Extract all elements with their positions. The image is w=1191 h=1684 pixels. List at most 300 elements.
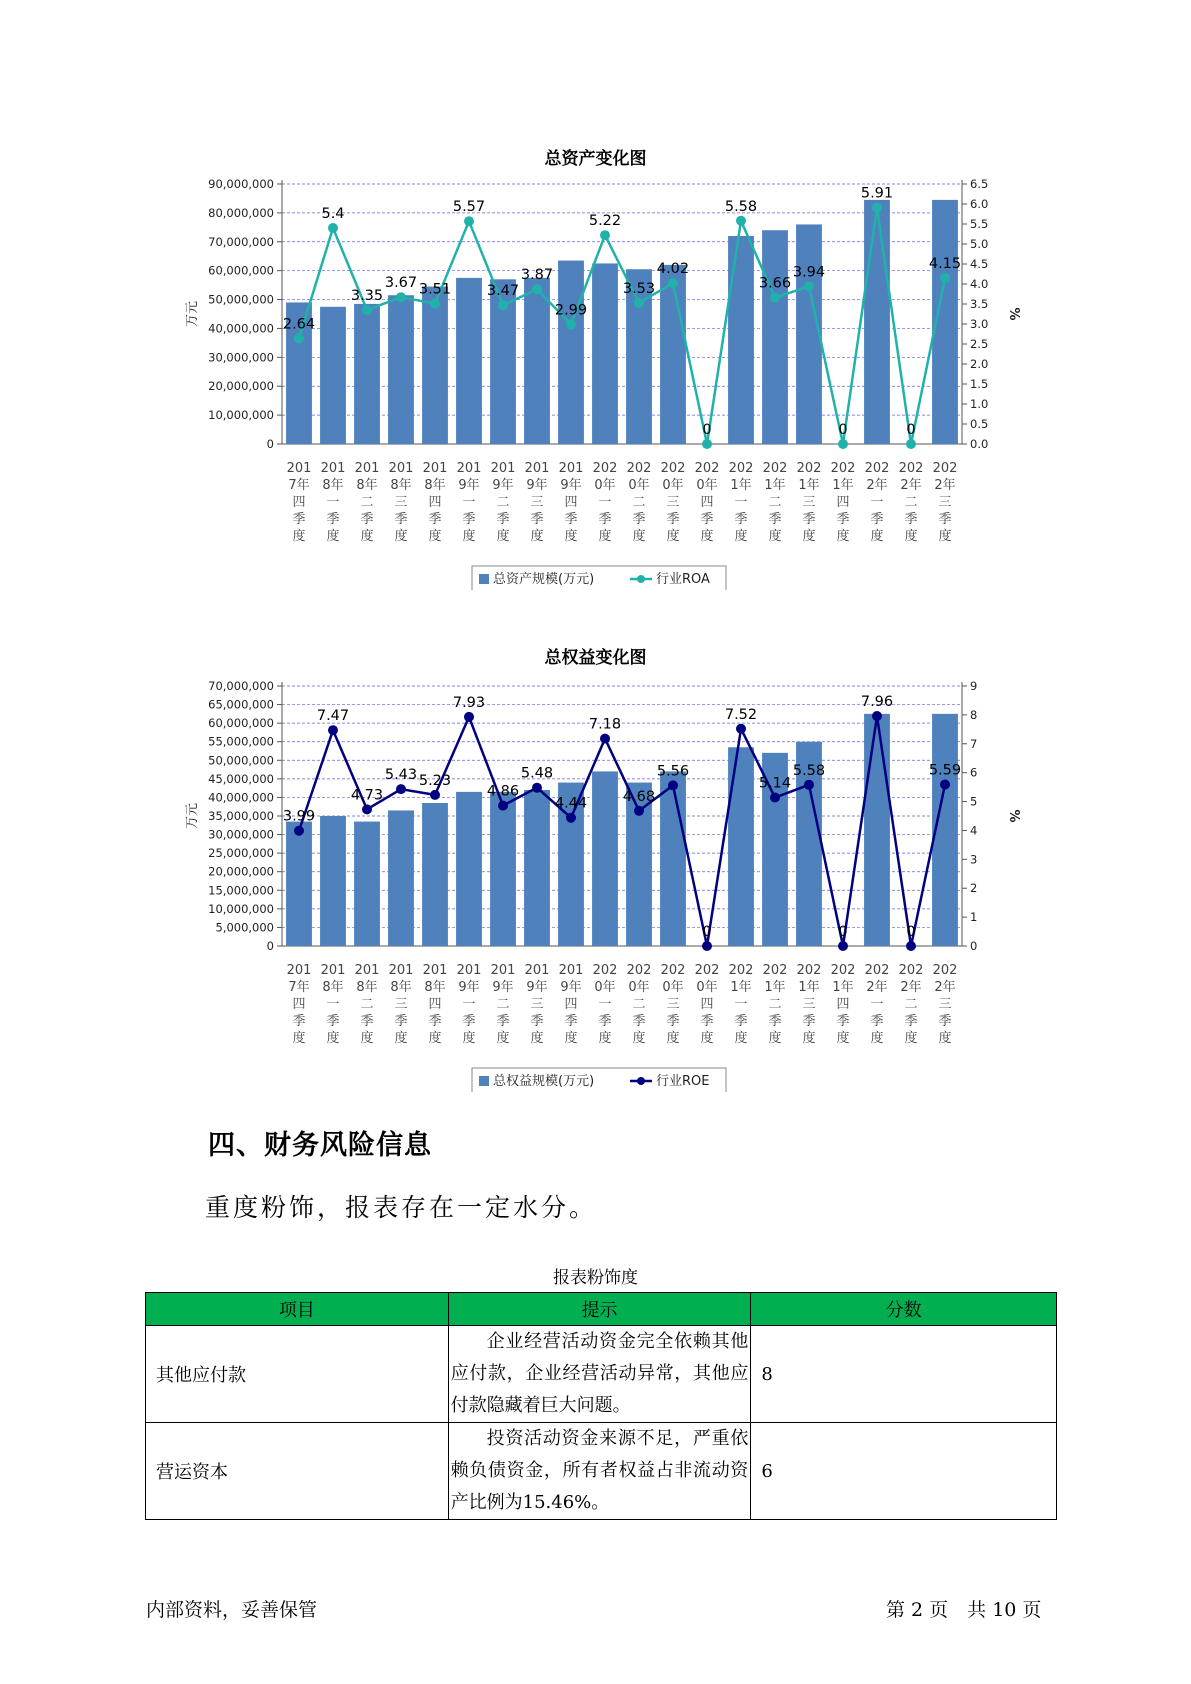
x-tick-label: 2年	[866, 478, 888, 493]
x-tick-label: 季	[530, 512, 544, 527]
x-tick-label: 201	[320, 461, 346, 476]
footer-page-number: 第 2 页 共 10 页	[886, 1599, 1042, 1621]
x-tick-label: 度	[530, 529, 544, 544]
y-tick-label: 5,000,000	[215, 920, 274, 935]
legend-line-label: 行业ROE	[656, 1074, 710, 1089]
x-tick-label: 9年	[526, 478, 548, 493]
line-point	[498, 300, 508, 310]
x-tick-label: 2年	[900, 980, 922, 995]
x-tick-label: 0年	[628, 478, 650, 493]
x-tick-label: 三	[666, 997, 680, 1012]
x-tick-label: 一	[598, 495, 612, 510]
row-score: 8	[751, 1326, 1057, 1423]
y2-tick-label: 2.0	[970, 357, 989, 371]
data-label: 4.68	[622, 788, 656, 805]
line-point	[940, 780, 950, 790]
x-tick-label: 度	[394, 529, 408, 544]
legend-bar-label: 总权益规模(万元)	[493, 1074, 595, 1089]
x-tick-label: 201	[354, 461, 380, 476]
x-tick-label: 202	[864, 461, 890, 476]
data-label: 7.52	[724, 706, 758, 723]
x-tick-label: 202	[762, 461, 788, 476]
y2-tick-label: 4.0	[970, 277, 989, 291]
y2-tick-label: 6	[970, 765, 978, 780]
x-tick-label: 度	[768, 529, 782, 544]
x-tick-label: 二	[360, 495, 374, 510]
row-item: 营运资本	[146, 1423, 449, 1520]
bar	[286, 822, 312, 946]
data-label: 0	[702, 422, 712, 438]
x-tick-label: 季	[326, 512, 340, 527]
y2-tick-label: 5	[970, 794, 978, 809]
line-point	[736, 724, 746, 734]
x-tick-label: 四	[700, 495, 714, 510]
x-tick-label: 201	[422, 963, 448, 978]
x-tick-label: 季	[870, 512, 884, 527]
line-point	[294, 333, 304, 343]
bar	[456, 278, 482, 444]
x-tick-label: 202	[660, 461, 686, 476]
y2-tick-label: 9	[970, 679, 978, 693]
x-tick-label: 201	[286, 963, 312, 978]
x-tick-label: 季	[700, 512, 714, 527]
x-tick-label: 201	[456, 963, 482, 978]
x-tick-label: 202	[626, 461, 652, 476]
x-tick-label: 季	[734, 1014, 748, 1029]
x-tick-label: 三	[802, 997, 816, 1012]
data-label: 7.18	[588, 716, 622, 733]
x-tick-label: 201	[524, 461, 550, 476]
data-label: 4.15	[928, 256, 962, 272]
x-tick-label: 度	[938, 529, 952, 544]
x-tick-label: 季	[870, 1014, 884, 1029]
x-tick-label: 三	[394, 997, 408, 1012]
data-label: 5.43	[384, 767, 418, 784]
y2-tick-label: 4.5	[970, 257, 989, 271]
x-tick-label: 202	[932, 963, 958, 978]
x-tick-label: 0年	[628, 980, 650, 995]
x-tick-label: 2年	[934, 980, 956, 995]
x-tick-label: 0年	[696, 980, 718, 995]
y2-tick-label: 1.5	[970, 377, 989, 391]
legend-line-marker	[637, 575, 645, 583]
x-tick-label: 度	[700, 529, 714, 544]
x-tick-label: 度	[632, 1031, 646, 1046]
line-point	[872, 711, 882, 721]
bar	[422, 287, 448, 444]
header-score: 分数	[751, 1293, 1057, 1326]
x-tick-label: 9年	[458, 980, 480, 995]
x-tick-label: 季	[904, 512, 918, 527]
x-tick-label: 度	[734, 529, 748, 544]
x-tick-label: 8年	[322, 478, 344, 493]
x-tick-label: 202	[592, 963, 618, 978]
y-tick-label: 40,000,000	[208, 790, 274, 805]
x-tick-label: 1年	[832, 478, 854, 493]
x-tick-label: 季	[632, 512, 646, 527]
x-tick-label: 9年	[492, 980, 514, 995]
bar	[864, 200, 890, 444]
x-tick-label: 一	[462, 495, 476, 510]
x-tick-label: 度	[496, 529, 510, 544]
x-tick-label: 度	[938, 1031, 952, 1046]
x-tick-label: 季	[360, 512, 374, 527]
y-tick-label: 45,000,000	[208, 771, 274, 786]
y2-tick-label: 1	[970, 910, 978, 925]
x-tick-label: 1年	[764, 478, 786, 493]
line-point	[532, 783, 542, 793]
x-tick-label: 201	[354, 963, 380, 978]
data-label: 3.99	[282, 808, 316, 825]
x-tick-label: 7年	[288, 478, 310, 493]
line-point	[362, 305, 372, 315]
x-tick-label: 季	[292, 1014, 306, 1029]
x-tick-label: 四	[428, 495, 442, 510]
bar	[320, 816, 346, 946]
y-tick-label: 60,000,000	[208, 263, 274, 278]
data-label: 3.51	[418, 281, 452, 298]
x-tick-label: 三	[802, 495, 816, 510]
x-tick-label: 四	[836, 997, 850, 1012]
x-tick-label: 季	[428, 512, 442, 527]
bar	[320, 307, 346, 444]
x-tick-label: 度	[428, 529, 442, 544]
y2-tick-label: 2.5	[970, 337, 989, 351]
y2-tick-label: 4	[970, 823, 978, 838]
x-tick-label: 四	[700, 997, 714, 1012]
x-tick-label: 季	[530, 1014, 544, 1029]
x-tick-label: 8年	[322, 980, 344, 995]
x-tick-label: 202	[592, 461, 618, 476]
y2-tick-label: 0.5	[970, 417, 989, 431]
x-tick-label: 8年	[424, 980, 446, 995]
y2-tick-label: 0.0	[970, 437, 989, 451]
data-label: 3.66	[758, 275, 792, 292]
row-item: 其他应付款	[146, 1326, 449, 1423]
legend	[472, 566, 726, 590]
x-tick-label: 7年	[288, 980, 310, 995]
bar	[864, 714, 890, 946]
x-tick-label: 二	[632, 495, 646, 510]
legend-bar-swatch	[479, 574, 489, 584]
x-tick-label: 季	[768, 1014, 782, 1029]
y-tick-label: 70,000,000	[208, 234, 274, 249]
x-tick-label: 0年	[594, 980, 616, 995]
y-tick-label: 50,000,000	[208, 753, 274, 768]
bar	[422, 803, 448, 946]
x-tick-label: 9年	[492, 478, 514, 493]
x-tick-label: 202	[932, 461, 958, 476]
x-tick-label: 201	[558, 461, 584, 476]
x-tick-label: 201	[320, 963, 346, 978]
bar	[592, 771, 618, 946]
x-tick-label: 度	[904, 529, 918, 544]
data-label: 0	[838, 422, 848, 438]
line-point	[328, 223, 338, 233]
line-point	[668, 278, 678, 288]
x-tick-label: 季	[802, 512, 816, 527]
data-label: 7.93	[452, 694, 486, 711]
data-label: 7.96	[860, 694, 894, 711]
x-tick-label: 202	[864, 963, 890, 978]
risk-table	[145, 1292, 1057, 1520]
line-point	[600, 734, 610, 744]
bar	[558, 261, 584, 444]
x-tick-label: 一	[326, 997, 340, 1012]
x-tick-label: 三	[530, 495, 544, 510]
x-tick-label: 二	[360, 997, 374, 1012]
table-row	[146, 1423, 1057, 1520]
x-tick-label: 季	[496, 512, 510, 527]
x-tick-label: 1年	[798, 478, 820, 493]
x-tick-label: 度	[564, 1031, 578, 1046]
bar	[388, 810, 414, 946]
bar	[524, 790, 550, 946]
x-tick-label: 季	[632, 1014, 646, 1029]
data-label: 5.23	[418, 772, 452, 789]
line-point	[804, 780, 814, 790]
bar	[762, 230, 788, 444]
x-tick-label: 2年	[866, 980, 888, 995]
x-tick-label: 201	[286, 461, 312, 476]
data-label: 4.44	[554, 795, 588, 812]
y-tick-label: 90,000,000	[208, 177, 274, 191]
x-tick-label: 202	[796, 963, 822, 978]
x-tick-label: 度	[598, 529, 612, 544]
y2-tick-label: 7	[970, 736, 978, 751]
x-tick-label: 四	[428, 997, 442, 1012]
x-tick-label: 度	[700, 1031, 714, 1046]
x-tick-label: 季	[666, 512, 680, 527]
y2-tick-label: 5.5	[970, 217, 989, 231]
bar	[728, 236, 754, 444]
line-point	[804, 281, 814, 291]
x-tick-label: 季	[904, 1014, 918, 1029]
data-label: 0	[702, 924, 712, 940]
table-row	[146, 1326, 1057, 1423]
chart-title-total-equity: 总权益变化图	[544, 648, 647, 668]
x-tick-label: 0年	[662, 980, 684, 995]
data-label: 3.67	[384, 275, 418, 292]
data-label: 3.94	[792, 264, 826, 281]
data-label: 5.58	[792, 762, 826, 779]
x-tick-label: 一	[870, 495, 884, 510]
data-label: 5.57	[452, 199, 486, 216]
x-tick-label: 度	[360, 529, 374, 544]
x-tick-label: 1年	[730, 980, 752, 995]
line-point	[668, 780, 678, 790]
x-tick-label: 季	[734, 512, 748, 527]
x-tick-label: 度	[802, 529, 816, 544]
x-tick-label: 四	[564, 495, 578, 510]
data-label: 5.48	[520, 765, 554, 782]
x-tick-label: 度	[734, 1031, 748, 1046]
data-label: 5.22	[588, 213, 622, 230]
bar	[490, 792, 516, 946]
x-tick-label: 2年	[900, 478, 922, 493]
x-tick-label: 度	[496, 1031, 510, 1046]
line-point	[362, 804, 372, 814]
x-tick-label: 二	[632, 997, 646, 1012]
x-tick-label: 度	[870, 529, 884, 544]
x-tick-label: 1年	[832, 980, 854, 995]
x-tick-label: 季	[496, 1014, 510, 1029]
x-tick-label: 二	[904, 495, 918, 510]
x-tick-label: 四	[564, 997, 578, 1012]
line-point	[838, 439, 848, 449]
x-tick-label: 一	[326, 495, 340, 510]
x-tick-label: 四	[292, 495, 306, 510]
chart-title-total-assets: 总资产变化图	[544, 149, 647, 169]
x-tick-label: 一	[734, 997, 748, 1012]
x-tick-label: 8年	[424, 478, 446, 493]
x-tick-label: 度	[802, 1031, 816, 1046]
x-tick-label: 度	[836, 529, 850, 544]
x-tick-label: 202	[830, 461, 856, 476]
x-tick-label: 202	[898, 963, 924, 978]
y-tick-label: 65,000,000	[208, 697, 274, 712]
data-label: 3.35	[350, 288, 384, 304]
x-tick-label: 二	[496, 495, 510, 510]
x-tick-label: 201	[558, 963, 584, 978]
data-label: 0	[906, 422, 916, 438]
x-tick-label: 202	[762, 963, 788, 978]
x-tick-label: 季	[836, 512, 850, 527]
row-hint: 企业经营活动资金完全依赖其他应付款，企业经营活动异常，其他应付款隐藏着巨大问题。	[448, 1326, 751, 1423]
y-tick-label: 35,000,000	[208, 809, 274, 823]
x-tick-label: 三	[394, 495, 408, 510]
x-tick-label: 201	[524, 963, 550, 978]
line-point	[702, 941, 712, 951]
y-axis-label: 万元	[185, 300, 200, 328]
x-tick-label: 202	[694, 461, 720, 476]
x-tick-label: 一	[870, 997, 884, 1012]
x-tick-label: 度	[564, 529, 578, 544]
x-tick-label: 二	[496, 997, 510, 1012]
x-tick-label: 季	[768, 512, 782, 527]
header-hint: 提示	[448, 1293, 751, 1326]
x-tick-label: 季	[836, 1014, 850, 1029]
x-tick-label: 202	[694, 963, 720, 978]
y-tick-label: 25,000,000	[208, 846, 274, 861]
data-label: 5.14	[758, 775, 792, 792]
line-point	[430, 299, 440, 309]
y-axis-label: 万元	[185, 802, 200, 830]
x-tick-label: 季	[598, 1014, 612, 1029]
line-point	[396, 292, 406, 302]
x-tick-label: 度	[530, 1031, 544, 1046]
x-tick-label: 9年	[560, 980, 582, 995]
x-tick-label: 四	[836, 495, 850, 510]
line-point	[634, 298, 644, 308]
x-tick-label: 三	[666, 495, 680, 510]
x-tick-label: 9年	[560, 478, 582, 493]
x-tick-label: 季	[462, 1014, 476, 1029]
x-tick-label: 度	[360, 1031, 374, 1046]
x-tick-label: 2年	[934, 478, 956, 493]
y-tick-label: 10,000,000	[208, 408, 274, 423]
x-tick-label: 三	[530, 997, 544, 1012]
x-tick-label: 1年	[730, 478, 752, 493]
y2-tick-label: 5.0	[970, 237, 989, 251]
line-point	[498, 801, 508, 811]
x-tick-label: 度	[666, 529, 680, 544]
data-label: 3.53	[622, 280, 656, 297]
line-point	[906, 439, 916, 449]
x-tick-label: 三	[938, 495, 952, 510]
x-tick-label: 202	[830, 963, 856, 978]
line-point	[566, 813, 576, 823]
x-tick-label: 季	[700, 1014, 714, 1029]
line-point	[906, 941, 916, 951]
line-point	[736, 216, 746, 226]
data-label: 5.56	[656, 763, 690, 780]
legend	[472, 1068, 726, 1092]
x-tick-label: 202	[626, 963, 652, 978]
y2-tick-label: 2	[970, 881, 978, 896]
line-point	[940, 273, 950, 283]
x-tick-label: 201	[388, 963, 414, 978]
x-tick-label: 202	[660, 963, 686, 978]
x-tick-label: 季	[394, 1014, 408, 1029]
line-point	[770, 793, 780, 803]
y-tick-label: 20,000,000	[208, 379, 274, 394]
x-tick-label: 二	[904, 997, 918, 1012]
x-tick-label: 202	[728, 963, 754, 978]
x-tick-label: 季	[292, 512, 306, 527]
x-tick-label: 度	[666, 1031, 680, 1046]
x-tick-label: 度	[326, 1031, 340, 1046]
y2-axis-label: %	[1006, 809, 1021, 823]
x-tick-label: 度	[462, 529, 476, 544]
x-tick-label: 一	[462, 997, 476, 1012]
y-tick-label: 0	[266, 939, 274, 953]
x-tick-label: 季	[394, 512, 408, 527]
x-tick-label: 二	[768, 997, 782, 1012]
line-point	[702, 439, 712, 449]
x-tick-label: 9年	[526, 980, 548, 995]
x-tick-label: 季	[326, 1014, 340, 1029]
x-tick-label: 1年	[798, 980, 820, 995]
y2-tick-label: 3.0	[970, 317, 989, 331]
y-tick-label: 20,000,000	[208, 864, 274, 879]
data-label: 4.86	[486, 783, 520, 800]
x-tick-label: 202	[796, 461, 822, 476]
x-tick-label: 度	[292, 1031, 306, 1046]
bar	[524, 278, 550, 444]
x-tick-label: 季	[564, 1014, 578, 1029]
x-tick-label: 8年	[390, 980, 412, 995]
total-assets-chart	[0, 170, 1191, 590]
x-tick-label: 度	[870, 1031, 884, 1046]
x-tick-label: 度	[292, 529, 306, 544]
line-point	[532, 284, 542, 294]
line-point	[634, 806, 644, 816]
x-tick-label: 度	[394, 1031, 408, 1046]
line-point	[464, 216, 474, 226]
data-label: 4.73	[350, 787, 384, 804]
x-tick-label: 8年	[356, 980, 378, 995]
bar	[660, 771, 686, 946]
line-point	[430, 790, 440, 800]
y-tick-label: 40,000,000	[208, 321, 274, 336]
bar	[354, 304, 380, 444]
x-tick-label: 四	[292, 997, 306, 1012]
x-tick-label: 三	[938, 997, 952, 1012]
x-tick-label: 201	[490, 461, 516, 476]
x-tick-label: 一	[734, 495, 748, 510]
x-tick-label: 一	[598, 997, 612, 1012]
